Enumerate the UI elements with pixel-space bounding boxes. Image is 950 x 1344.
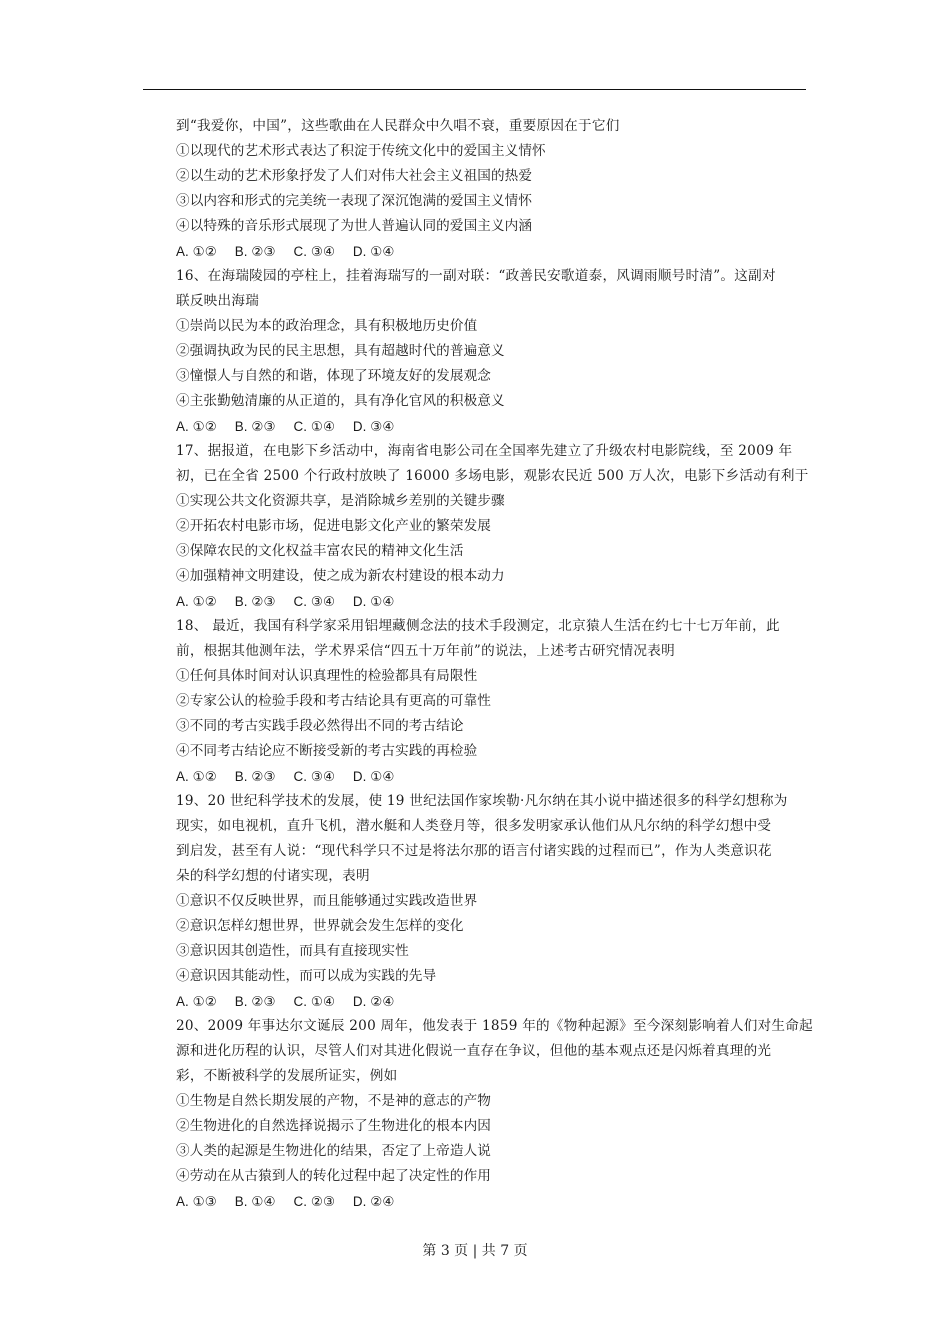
choice-c: C. ③④: [293, 594, 336, 609]
choice-a: A. ①②: [176, 994, 217, 1009]
option-1: ①意识不仅反映世界，而且能够通过实践改造世界: [176, 893, 478, 909]
option-3: ③憧憬人与自然的和谐，体现了环境友好的发展观念: [176, 368, 491, 384]
question-stem-line: 联反映出海瑞: [176, 293, 260, 309]
question-17: [176, 439, 809, 614]
question-19: [176, 789, 806, 1014]
choice-b: B. ①④: [234, 1194, 276, 1209]
question-stem-line: 16、在海瑞陵园的亭柱上，挂着海瑞写的一副对联：“政善民安歌道泰，风调雨顺号时清”。这副对: [176, 268, 776, 284]
choice-a: A. ①②: [176, 419, 217, 434]
question-stem-line: 朵的科学幻想的付诸实现，表明: [176, 868, 370, 884]
option-4: ④不同考古结论应不断接受新的考古实践的再检验: [176, 743, 478, 759]
choice-d: D. ②④: [352, 1194, 395, 1209]
option-2: ②开拓农村电影市场，促进电影文化产业的繁荣发展: [176, 518, 491, 534]
option-1: ①生物是自然长期发展的产物，不是神的意志的产物: [176, 1093, 491, 1109]
choice-a: A. ①③: [176, 1194, 217, 1209]
choice-a: A. ①②: [176, 244, 217, 259]
question-stem-line: 源和进化历程的认识，尽管人们对其进化假说一直存在争议，但他的基本观点还是闪烁着真理的光: [176, 1043, 772, 1059]
option-2: ②强调执政为民的民主思想，具有超越时代的普遍意义: [176, 343, 505, 359]
question-stem-line: 17、据报道，在电影下乡活动中，海南省电影公司在全国率先建立了升级农村电影院线，至 2009 年: [176, 443, 793, 459]
option-2: ②专家公认的检验手段和考古结论具有更高的可靠性: [176, 693, 491, 709]
choice-b: B. ②③: [234, 594, 276, 609]
page-number-footer: 第 3 页 | 共 7 页: [422, 1243, 528, 1259]
option-1: ①以现代的艺术形式表达了积淀于传统文化中的爱国主义情怀: [176, 143, 546, 159]
question-stem-line: 初，已在全省 2500 个行政村放映了 16000 多场电影，观影农民近 500 万人次，电影下乡活动有利于: [176, 468, 809, 484]
question-20: [176, 1014, 813, 1214]
question-stem-line: 现实，如电视机，直升飞机，潜水艇和人类登月等，很多发明家承认他们从凡尔纳的科学幻想中受: [176, 818, 772, 834]
question-15-continued: [176, 114, 806, 264]
answer-choices: [176, 239, 806, 264]
page-content: [176, 114, 813, 1214]
choice-a: A. ①②: [176, 594, 217, 609]
option-3: ③人类的起源是生物进化的结果，否定了上帝造人说: [176, 1143, 491, 1159]
answer-choices: [176, 589, 806, 614]
option-3: ③意识因其创造性，而具有直接现实性: [176, 943, 409, 959]
choice-d: D. ③④: [352, 419, 395, 434]
choice-b: B. ②③: [234, 244, 276, 259]
answer-choices: [176, 989, 806, 1014]
option-1: ①崇尚以民为本的政治理念，具有积极地历史价值: [176, 318, 478, 334]
question-stem-line: 到“我爱你，中国”，这些歌曲在人民群众中久唱不衰，重要原因在于它们: [176, 118, 620, 134]
choice-b: B. ②③: [234, 769, 276, 784]
question-16: [176, 264, 806, 439]
option-2: ②意识怎样幻想世界，世界就会发生怎样的变化: [176, 918, 464, 934]
header-rule: [143, 89, 806, 90]
option-1: ①任何具体时间对认识真理性的检验都具有局限性: [176, 668, 478, 684]
choice-c: C. ③④: [293, 244, 336, 259]
question-stem-line: 到启发，甚至有人说：“现代科学只不过是将法尔那的语言付诸实践的过程而已”，作为人类意识花: [176, 843, 772, 859]
question-stem-line: 前，根据其他测年法，学术界采信“四五十万年前”的说法，上述考古研究情况表明: [176, 643, 675, 659]
answer-choices: [176, 764, 806, 789]
choice-d: D. ②④: [352, 994, 395, 1009]
option-4: ④主张勤勉清廉的从正道的，具有净化官风的积极意义: [176, 393, 505, 409]
choice-c: C. ③④: [293, 769, 336, 784]
choice-b: B. ②③: [234, 419, 276, 434]
option-4: ④意识因其能动性，而可以成为实践的先导: [176, 968, 437, 984]
option-4: ④劳动在从古猿到人的转化过程中起了决定性的作用: [176, 1168, 491, 1184]
choice-d: D. ①④: [352, 594, 395, 609]
choice-d: D. ①④: [352, 244, 395, 259]
option-1: ①实现公共文化资源共享，是消除城乡差别的关键步骤: [176, 493, 505, 509]
option-4: ④加强精神文明建设，使之成为新农村建设的根本动力: [176, 568, 505, 584]
question-stem-line: 19、20 世纪科学技术的发展，使 19 世纪法国作家埃勒·凡尔纳在其小说中描述很多的科学幻想称为: [176, 793, 788, 809]
question-stem-line: 20、2009 年事达尔文诞辰 200 周年，他发表于 1859 年的《物种起源》至今深刻影响着人们对生命起: [176, 1018, 813, 1034]
question-stem-line: 彩，不断被科学的发展所证实，例如: [176, 1068, 398, 1084]
choice-b: B. ②③: [234, 994, 276, 1009]
answer-choices: [176, 1189, 806, 1214]
choice-c: C. ②③: [293, 1194, 336, 1209]
choice-a: A. ①②: [176, 769, 217, 784]
choice-c: C. ①④: [293, 419, 336, 434]
answer-choices: [176, 414, 806, 439]
choice-d: D. ①④: [352, 769, 395, 784]
option-4: ④以特殊的音乐形式展现了为世人普遍认同的爱国主义内涵: [176, 218, 533, 234]
option-3: ③不同的考古实践手段必然得出不同的考古结论: [176, 718, 464, 734]
option-3: ③以内容和形式的完美统一表现了深沉饱满的爱国主义情怀: [176, 193, 533, 209]
question-stem-line: 18、 最近，我国有科学家采用铝埋藏侧念法的技术手段测定，北京猿人生活在约七十七万年前，此: [176, 618, 780, 634]
question-18: [176, 614, 806, 789]
option-3: ③保障农民的文化权益丰富农民的精神文化生活: [176, 543, 464, 559]
option-2: ②生物进化的自然选择说揭示了生物进化的根本内因: [176, 1118, 491, 1134]
choice-c: C. ①④: [293, 994, 336, 1009]
option-2: ②以生动的艺术形象抒发了人们对伟大社会主义祖国的热爱: [176, 168, 533, 184]
